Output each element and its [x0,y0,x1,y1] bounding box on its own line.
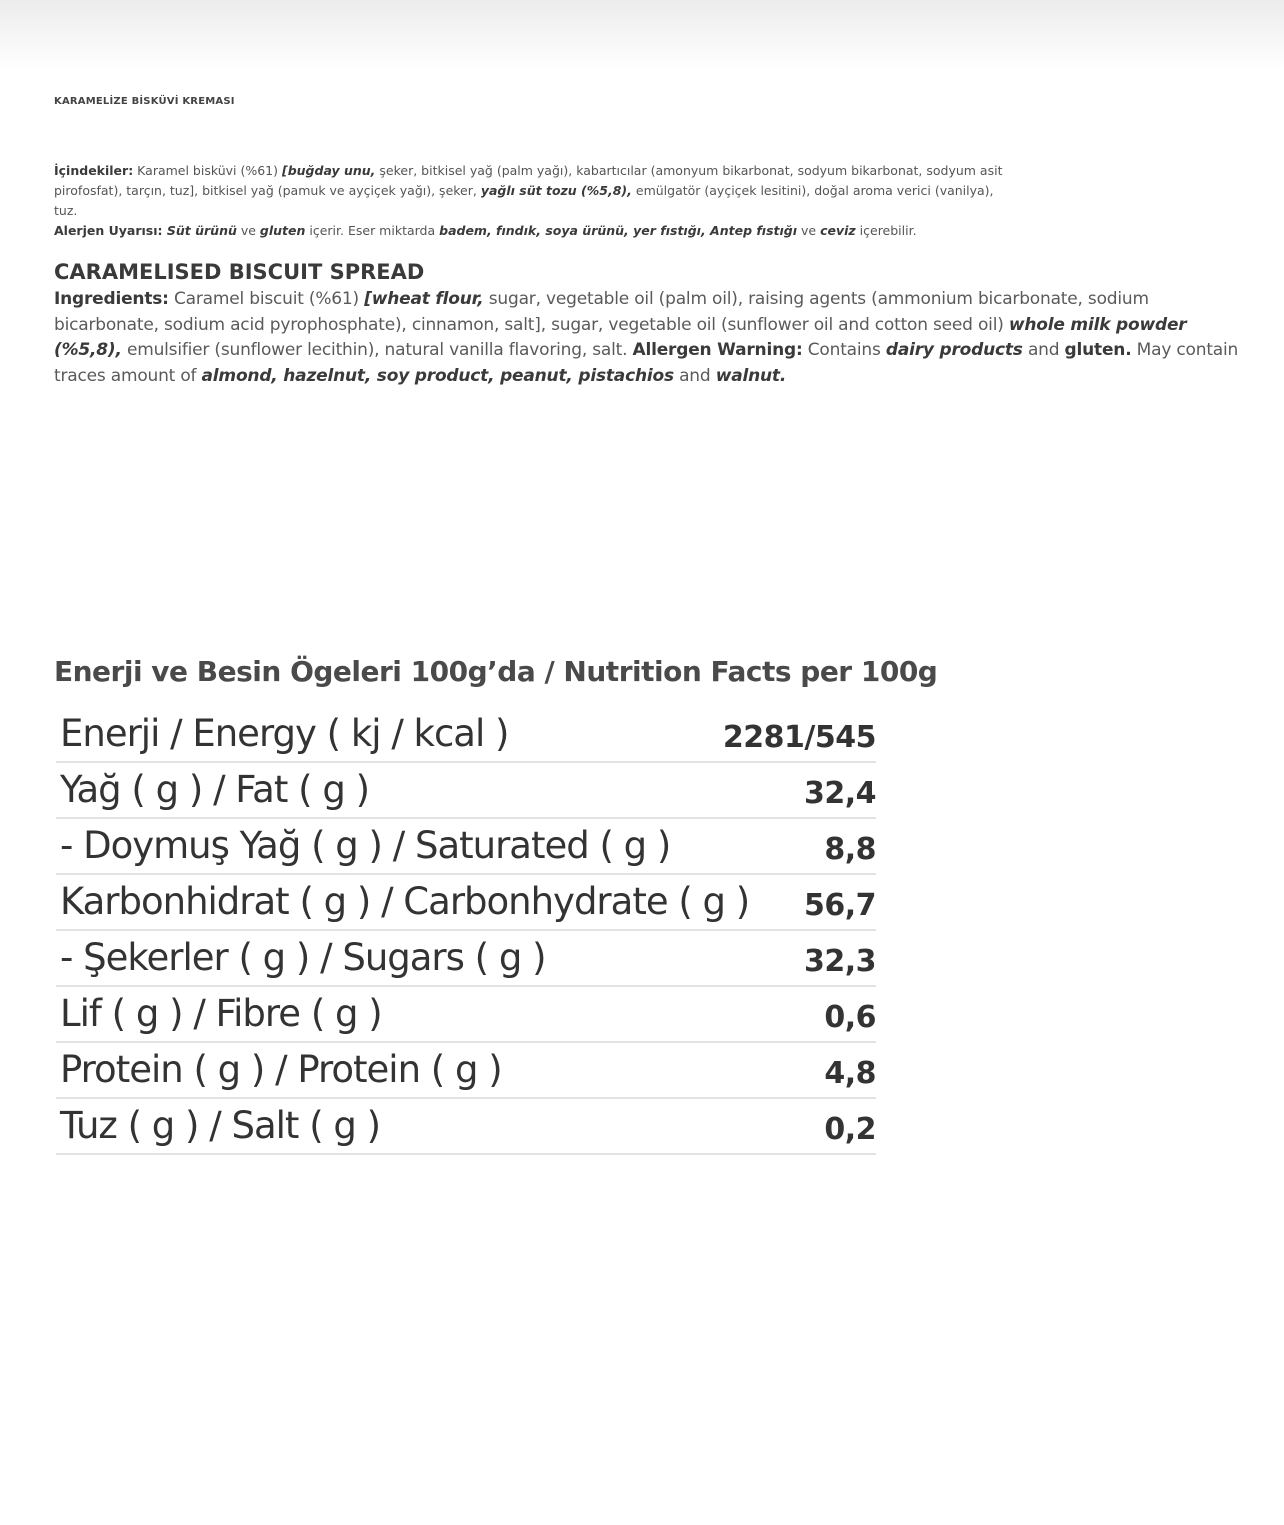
turkish-ingredients-block [54,161,1004,241]
nutrient-value: 0,6 [824,1000,876,1035]
nutrient-value: 32,4 [803,776,876,811]
nutrient-value: 56,7 [803,888,876,923]
top-shadow [0,0,1284,70]
allergen-warning-label: Allergen Warning: [632,340,803,360]
nutrition-row-sugars [56,934,876,987]
turkish-ingredients: İçindekiler: Karamel bisküvi (%61) [buğday unu, şeker, bitkisel yağ (palm yağı), kabartıcılar (amonyum bikarbonat, sodyum bikarbonat, sodyum asit pirofosfat), tarçın, tuz], bitkisel yağ (pamuk ve ayçiçek yağı), şeker, yağlı süt tozu (%5,8), emülgatör (ayçiçek lesitini), doğal aroma verici (vanilya), tuz. [54,163,1003,218]
nutrition-row-carbohydrate [56,878,876,931]
nutrient-value: 4,8 [824,1056,876,1091]
nutrient-label: - Şekerler ( g ) / Sugars ( g ) [60,936,546,979]
nutrient-label: Lif ( g ) / Fibre ( g ) [60,992,382,1035]
nutrition-row-protein [56,1046,876,1099]
en-ingredients-label: Ingredients: [54,289,169,309]
turkish-product-title: KARAMELİZE BİSKÜVİ KREMASI [54,96,235,107]
nutrition-facts-table [56,710,876,1158]
nutrient-label: Enerji / Energy ( kj / kcal ) [60,712,509,755]
nutrient-label: - Doymuş Yağ ( g ) / Saturated ( g ) [60,824,671,867]
nutrient-value: 32,3 [803,944,876,979]
turkish-allergen-warning: Alerjen Uyarısı: Süt ürünü ve gluten içerir. Eser miktarda badem, fındık, soya ürünü, yer fıstığı, Antep fıstığı ve ceviz içerebilir. [54,223,917,238]
english-ingredients-block [54,287,1244,389]
nutrient-label: Yağ ( g ) / Fat ( g ) [60,768,370,811]
nutrient-label: Tuz ( g ) / Salt ( g ) [60,1104,381,1147]
nutrient-label: Karbonhidrat ( g ) / Carbonhydrate ( g ) [60,880,750,923]
nutrition-row-fibre [56,990,876,1043]
nutrition-row-fat [56,766,876,819]
nutrition-row-salt [56,1102,876,1155]
nutrient-value: 8,8 [824,832,876,867]
nutrient-value: 2281/545 [722,720,876,755]
nutrition-facts-heading: Enerji ve Besin Ögeleri 100g’da / Nutrition Facts per 100g [54,655,938,688]
nutrition-row-energy [56,710,876,763]
english-product-title: CARAMELISED BISCUIT SPREAD [54,260,425,284]
english-ingredients: Ingredients: Caramel biscuit (%61) [wheat flour, sugar, vegetable oil (palm oil), raising agents (ammonium bicarbonate, sodium bicarbonate, sodium acid pyrophosphate), cinnamon, salt], sugar, vegetable oil (sunflower oil and cotton seed oil) whole milk powder (%5,8), emulsifier (sunflower lecithin), natural vanilla flavoring, salt. Allergen Warning: Contains dairy products and gluten. May contain traces amount of almond, hazelnut, soy product, peanut, pistachios and walnut. [54,289,1239,386]
nutrient-value: 0,2 [824,1112,876,1147]
nutrition-row-saturated [56,822,876,875]
tr-ingredients-label: İçindekiler: [54,163,134,178]
nutrient-label: Protein ( g ) / Protein ( g ) [60,1048,502,1091]
